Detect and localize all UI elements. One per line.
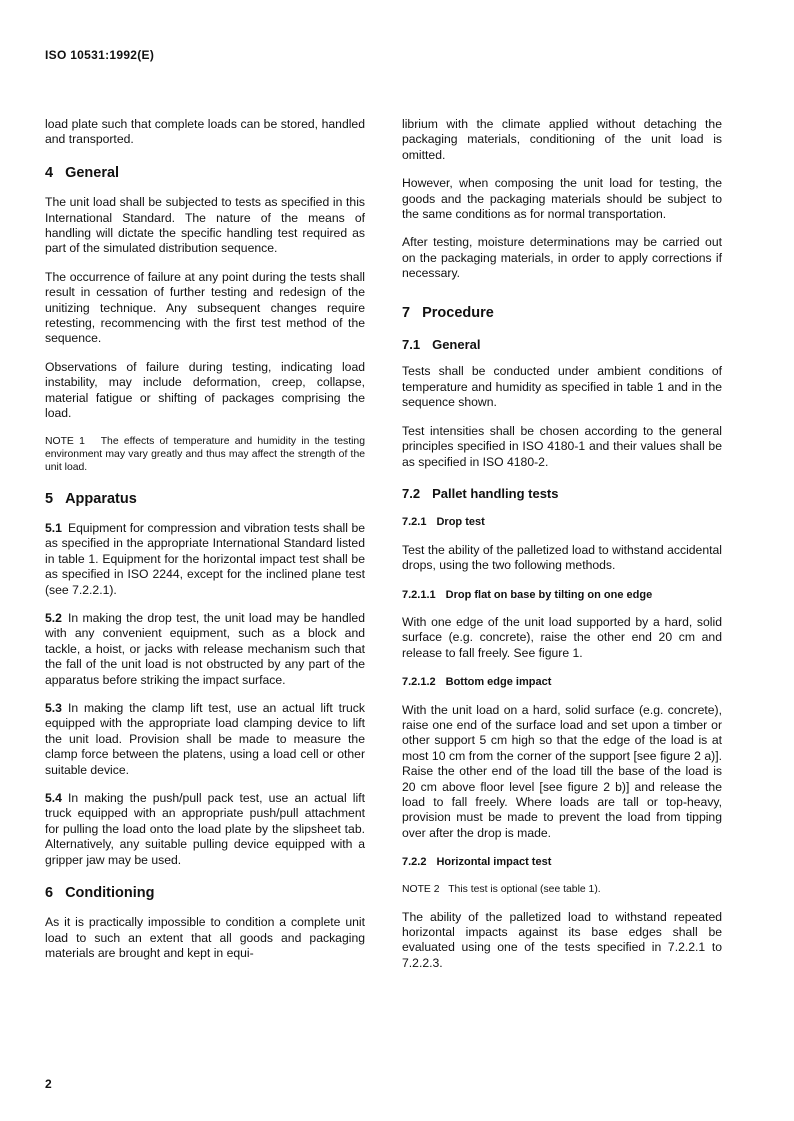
general-paragraph-2: The occurrence of failure at any point during the tests shall result in cessation of further testing and redesign of the unitizing technique. Any subsequent changes require retesting, recommencing with the first test method of the sequence. — [45, 269, 365, 346]
note-label: NOTE 2 — [402, 883, 440, 895]
clause-title: Horizontal impact test — [436, 856, 552, 869]
subsection-7-2-heading — [402, 486, 722, 501]
clause-text: In making the push/pull pack test, use an actual lift truck equipped with an appropriate push/pull attachment for pulling the load onto the load plate by the slipsheet tab. Alternatively, any suitable pulling device equipped with a gripper jaw may be used. — [45, 791, 365, 867]
section-title: Apparatus — [65, 490, 137, 507]
general-paragraph-3: Observations of failure during testing, indicating load instability, may include deformation, creep, collapse, material fatigue or shifting of packages comprising the load. — [45, 359, 365, 421]
clause-number: 5.1 — [45, 520, 62, 535]
clause-title: Bottom edge impact — [445, 676, 552, 689]
conditioning-paragraph-3: After testing, moisture determinations may be carried out on the packaging materials, in order to apply corrections if necessary. — [402, 235, 722, 281]
clause-title: Drop test — [436, 516, 485, 529]
left-column — [45, 117, 365, 975]
clause-number: 7.2.1.2 — [402, 676, 436, 689]
horizontal-impact-paragraph: The ability of the palletized load to withstand repeated horizontal impacts against its base edges shall be evaluated using one of the tests specified in 7.2.2.1 to 7.2.2.3. — [402, 909, 722, 970]
bottom-edge-impact-paragraph: With the unit load on a hard, solid surface (e.g. concrete), raise one end of the surface load and set upon a timber or other support 5 cm high so that the edge of the load is at most 10 cm from the corner of the support [see figure 2 a)]. Raise the other end of the load till the base of the load is 20 cm above floor level [see figure 2 b)] and release the load to fall freely. Where loads are tall or top-heavy, provision must be made to prevent the load from tipping over after the drop is made. — [402, 702, 722, 840]
clause-number: 5.3 — [45, 700, 62, 715]
note-label: NOTE 1 — [45, 435, 85, 447]
right-column — [402, 117, 722, 984]
clause-text: Equipment for compression and vibration tests shall be as specified in the appropriate International Standard listed in table 1. Equipment for the horizontal impact test shall be as specified in ISO 2244, except for the inclined plane test (see 7.2.2.1). — [45, 520, 365, 597]
clause-5-2 — [45, 611, 365, 688]
note-text: This test is optional (see table 1). — [448, 883, 601, 895]
procedure-general-paragraph-1: Tests shall be conducted under ambient conditions of temperature and humidity as specified in table 1 and in the sequence shown. — [402, 364, 722, 410]
clause-number: 7.2.1 — [402, 516, 427, 529]
clause-number: 7.2.2 — [402, 856, 427, 869]
section-4-heading — [45, 166, 365, 181]
clause-text: In making the drop test, the unit load may be handled with any convenient equipment, such as a block and tackle, a hoist, or jacks with release mechanism such that the fall of the unit load is not obstructed by any part of the apparatus before striking the impact surface. — [45, 610, 365, 687]
section-number: 5 — [45, 490, 54, 507]
clause-5-1 — [45, 521, 365, 598]
section-number: 4 — [45, 164, 54, 181]
clause-title: Drop flat on base by tilting on one edge — [445, 588, 653, 601]
subsection-title: General — [432, 337, 481, 353]
subsection-title: Pallet handling tests — [432, 485, 559, 501]
section-title: Procedure — [422, 304, 494, 321]
drop-flat-paragraph: With one edge of the unit load supported by a hard, solid surface (e.g. concrete), raise the other end 20 cm and release to fall freely. See figure 1. — [402, 614, 722, 660]
conditioning-paragraph-1: As it is practically impossible to condition a complete unit load to such an extent that all goods and packaging materials are brought and kept in equi- — [45, 915, 365, 961]
procedure-general-paragraph-2: Test intensities shall be chosen according to the general principles specified in ISO 4180-1 and their values shall be as specified in ISO 4180-2. — [402, 423, 722, 469]
page-number: 2 — [45, 1077, 52, 1091]
clause-7-2-1-1-heading — [402, 588, 722, 603]
subsection-7-1-heading — [402, 337, 722, 352]
clause-5-3 — [45, 701, 365, 778]
subsection-number: 7.1 — [402, 337, 421, 353]
clause-number: 5.2 — [45, 610, 62, 625]
document-id-header: ISO 10531:1992(E) — [45, 48, 155, 62]
clause-5-4 — [45, 791, 365, 868]
clause-number: 7.2.1.1 — [402, 588, 436, 601]
conditioning-continuation: librium with the climate applied without detaching the packaging materials, conditioning of the unit load is omitted. — [402, 117, 722, 162]
general-paragraph-1: The unit load shall be subjected to tests as specified in this International Standard. The nature of the means of handling will dictate the specific handling test required as part of the simulated distribution sequence. — [45, 195, 365, 256]
drop-test-paragraph: Test the ability of the palletized load to withstand accidental drops, using the two following methods. — [402, 542, 722, 573]
section-7-heading — [402, 306, 722, 321]
note-2 — [402, 883, 722, 896]
section-title: General — [65, 164, 120, 181]
clause-7-2-2-heading — [402, 855, 722, 870]
subsection-number: 7.2 — [402, 485, 421, 501]
conditioning-paragraph-2: However, when composing the unit load for testing, the goods and the packaging materials should be subject to the same conditions as for normal transportation. — [402, 176, 722, 222]
section-5-heading — [45, 492, 365, 507]
clause-number: 5.4 — [45, 791, 62, 805]
section-title: Conditioning — [65, 885, 155, 902]
clause-text: In making the clamp lift test, use an actual lift truck equipped with the appropriate load clamping device to lift the unit load. Provision shall be made to measure the clamp force between the platens, using a load cell or other suitable device. — [45, 700, 365, 777]
intro-paragraph: load plate such that complete loads can be stored, handled and transported. — [45, 117, 365, 147]
section-number: 7 — [402, 304, 411, 321]
section-number: 6 — [45, 885, 54, 902]
clause-7-2-1-heading — [402, 515, 722, 530]
note-text: The effects of temperature and humidity in the testing environment may vary greatly and thus may affect the strength of the unit load. — [45, 435, 365, 473]
clause-7-2-1-2-heading — [402, 675, 722, 690]
section-6-heading — [45, 886, 365, 901]
note-1 — [45, 435, 365, 474]
